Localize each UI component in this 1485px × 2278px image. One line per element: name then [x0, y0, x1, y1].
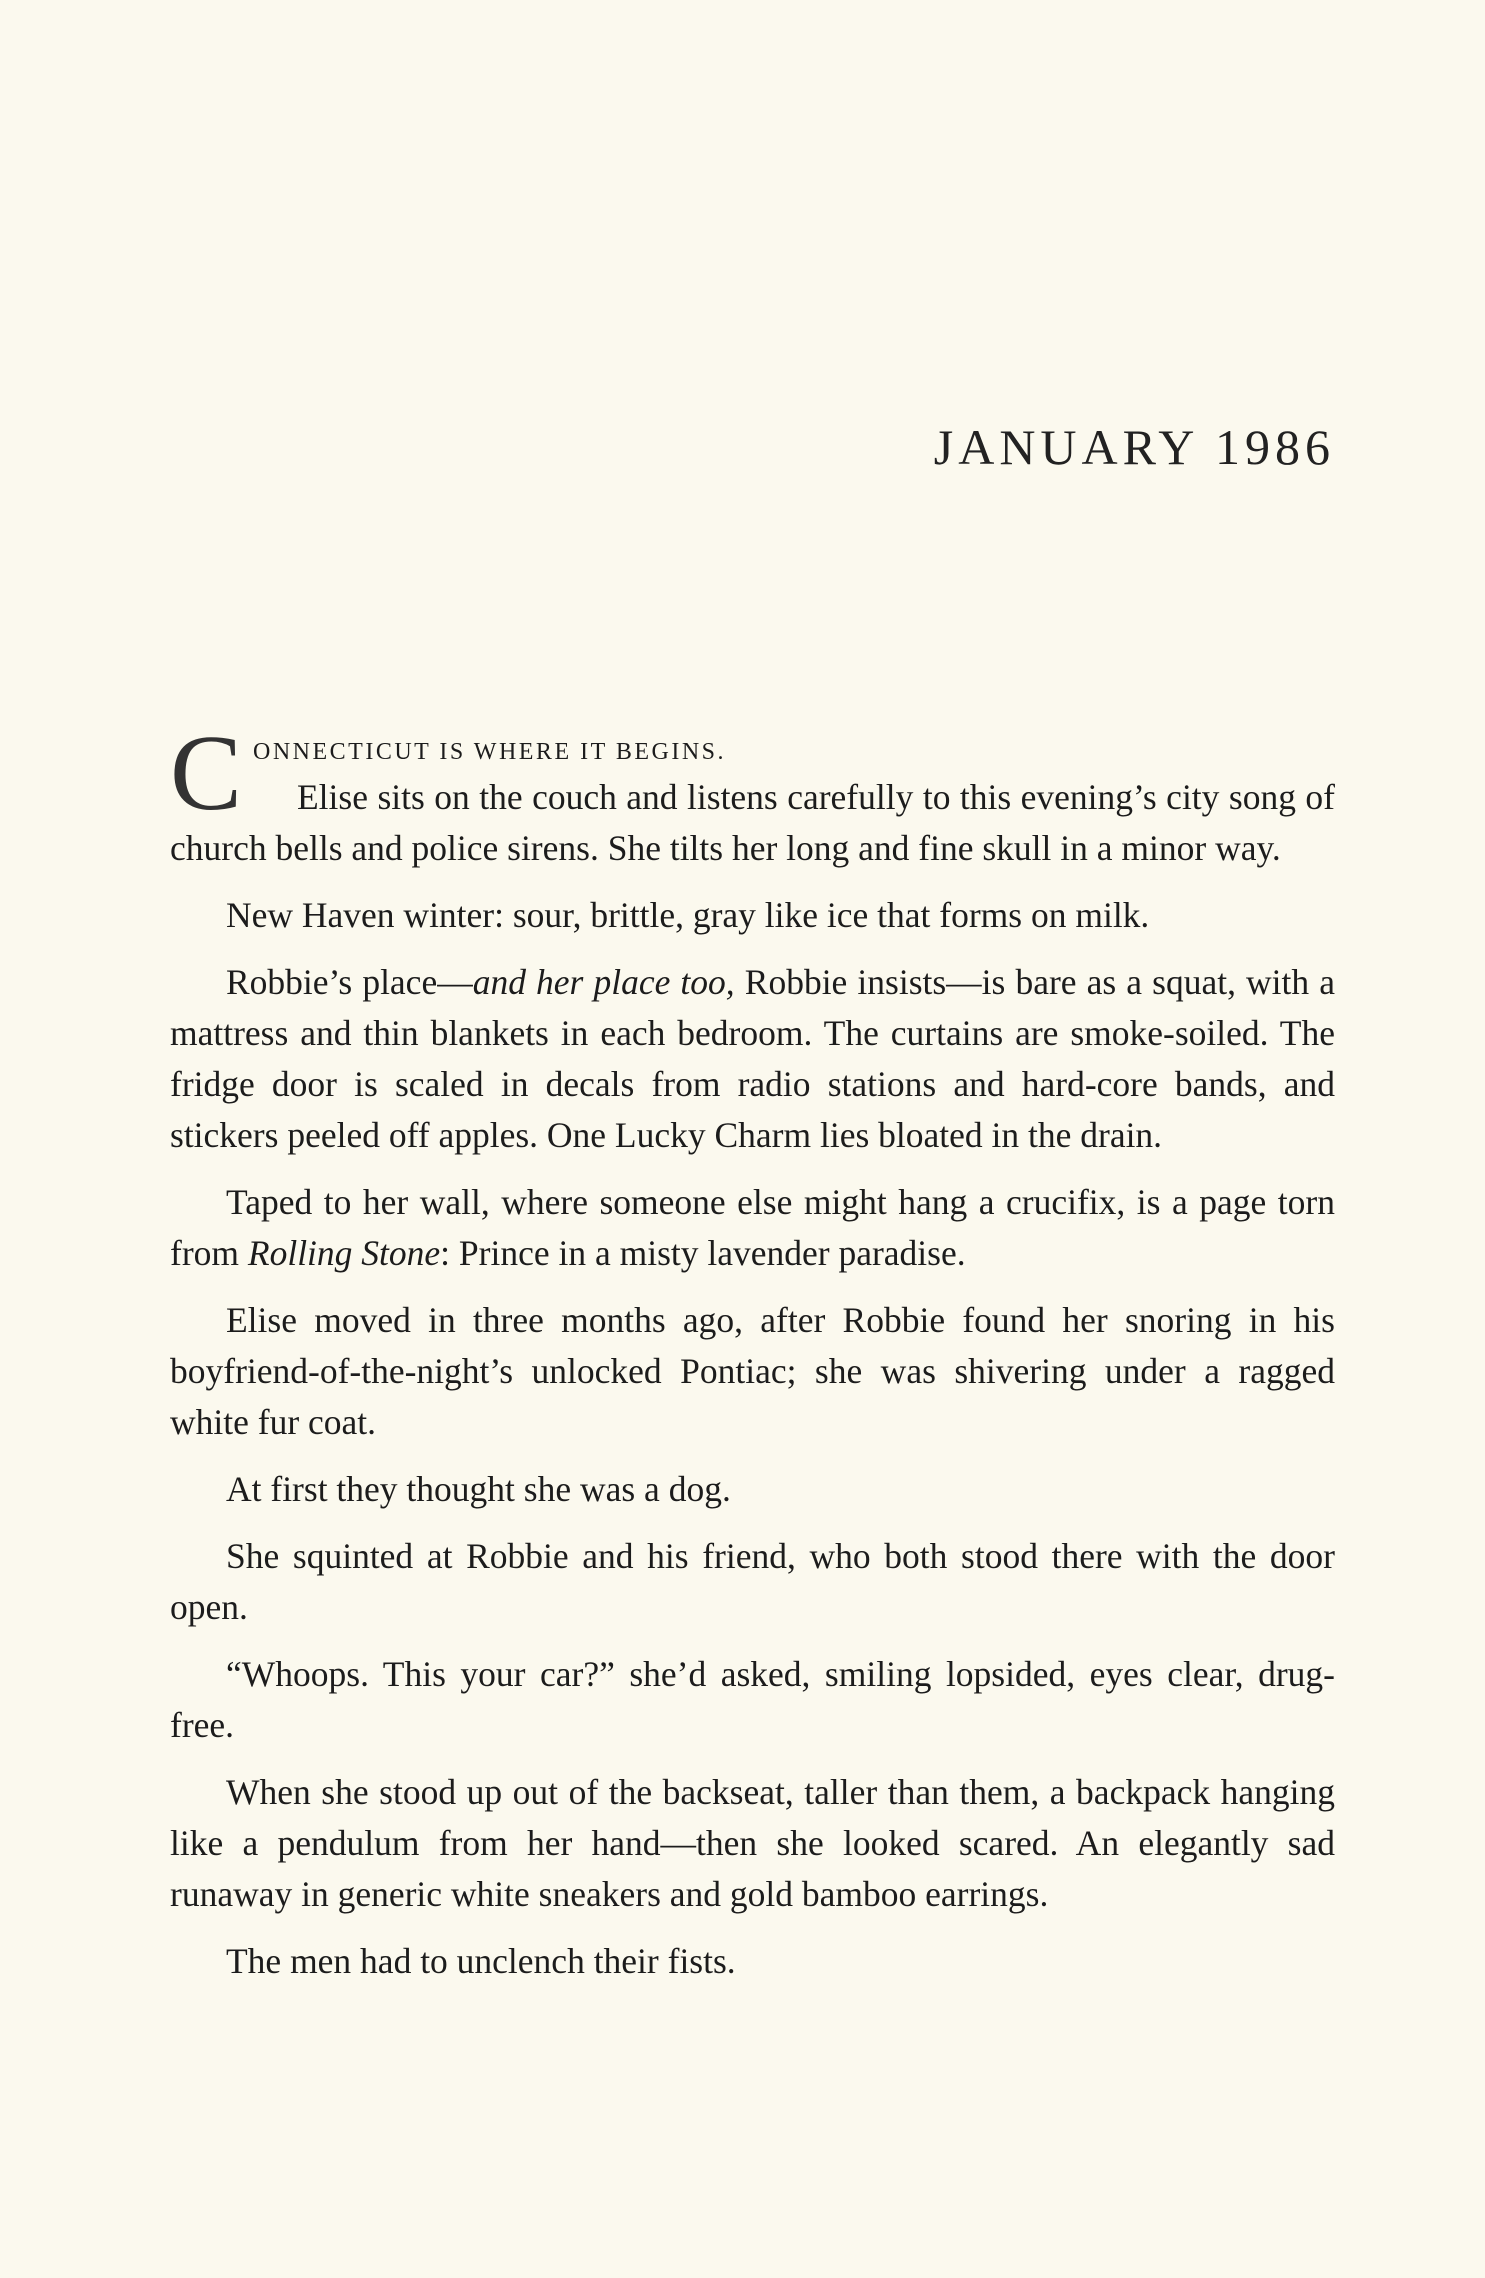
paragraph-text: : Prince in a misty lavender paradise. [440, 1233, 966, 1273]
paragraph: At first they thought she was a dog. [226, 1469, 731, 1509]
paragraph-text: Robbie insists—is bare as a squat, with a mattress and thin blankets in each bedroom. The curtains are smoke-soiled. The fridge door is scaled in decals from radio stations and hard-core bands, and stickers peeled off apples. One Lucky Charm lies bloated in the drain. [170, 962, 1336, 1155]
chapter-body [170, 714, 1336, 1987]
paragraph: When she stood up out of the backseat, taller than them, a backpack hanging like a pendulum from her hand—then she looked scared. An elegantly sad runaway in generic white sneakers and gold bamboo earrings. [170, 1772, 1335, 1914]
paragraph-text: Robbie’s place— [226, 962, 473, 1002]
paragraph: New Haven winter: sour, brittle, gray like ice that forms on milk. [226, 895, 1150, 935]
magazine-title: Rolling Stone [247, 1233, 441, 1273]
paragraph: “Whoops. This your car?” she’d asked, smiling lopsided, eyes clear, drug-free. [170, 1654, 1335, 1745]
paragraph-italic: and her place too, [472, 962, 735, 1002]
paragraph [170, 1177, 1335, 1279]
paragraph: She squinted at Robbie and his friend, who both stood there with the door open. [170, 1536, 1335, 1627]
paragraph [170, 957, 1335, 1161]
opening-small-caps: ONNECTICUT IS WHERE IT BEGINS. [253, 739, 726, 765]
paragraph: The men had to unclench their fists. [226, 1941, 736, 1981]
drop-cap: C [170, 714, 243, 833]
chapter-title: JANUARY 1986 [933, 419, 1335, 475]
paragraph: Elise moved in three months ago, after Robbie found her snoring in his boyfriend-of-the-night’s unlocked Pontiac; she was shivering under a ragged white fur coat. [170, 1300, 1335, 1442]
opening-paragraph [170, 714, 1335, 874]
paragraph-text: Taped to her wall, where someone else might hang a crucifix, is a page torn from [170, 1182, 1335, 1273]
opening-text: Elise sits on the couch and listens carefully to this evening’s city song of church bells and police sirens. She tilts her long and fine skull in a minor way. [170, 777, 1335, 868]
